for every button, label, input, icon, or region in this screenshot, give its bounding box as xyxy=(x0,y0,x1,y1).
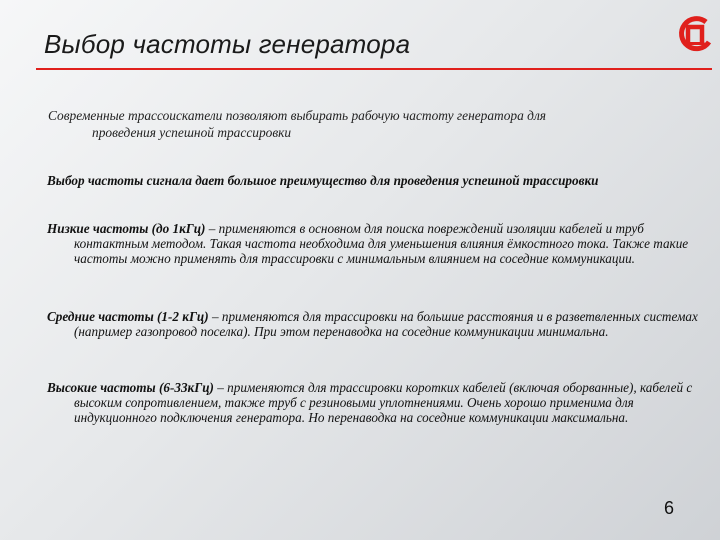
company-logo-icon xyxy=(676,14,714,54)
high-frequencies-text: – применяются для трассировки коротких кабелей (включая оборванные), кабелей с высоким сопротивлением, также труб с резиновыми уплотнениями. Очень хорошо применима для индукционного подключения генератора. Но перенаводка на соседние коммуникации максимальна. xyxy=(74,380,693,425)
intro-paragraph xyxy=(48,107,688,141)
paragraph-medium-frequencies xyxy=(47,309,714,339)
high-frequencies-heading: Высокие частоты (6-33кГц) xyxy=(47,380,214,395)
title-divider xyxy=(36,68,712,70)
paragraph-frequency-choice-text: Выбор частоты сигнала дает большое преимущество для проведения успешной трассировки xyxy=(47,173,599,188)
intro-line-2: проведения успешной трассировки xyxy=(92,125,292,140)
intro-line-1: Современные трассоискатели позволяют выбирать рабочую частоту генератора для xyxy=(48,108,547,123)
paragraph-low-frequencies xyxy=(47,221,714,266)
paragraph-frequency-choice xyxy=(47,173,714,188)
slide-title: Выбор частоты генератора xyxy=(44,29,411,59)
medium-frequencies-heading: Средние частоты (1-2 кГц) xyxy=(47,309,209,324)
low-frequencies-text: – применяются в основном для поиска повреждений изоляции кабелей и труб контактным методом. Такая частота необходима для уменьшения влияния ёмкостного тока. Также такие частоты можно применять для трассировки с минимальным влиянием на соседние коммуникации. xyxy=(74,221,689,266)
low-frequencies-heading: Низкие частоты (до 1кГц) xyxy=(47,221,206,236)
medium-frequencies-text: – применяются для трассировки на большие расстояния и в разветвленных системах (например газопровод поселка). При этом перенаводка на соседние коммуникации минимальна. xyxy=(74,309,698,339)
paragraph-high-frequencies xyxy=(47,380,714,425)
page-number: 6 xyxy=(664,498,675,518)
